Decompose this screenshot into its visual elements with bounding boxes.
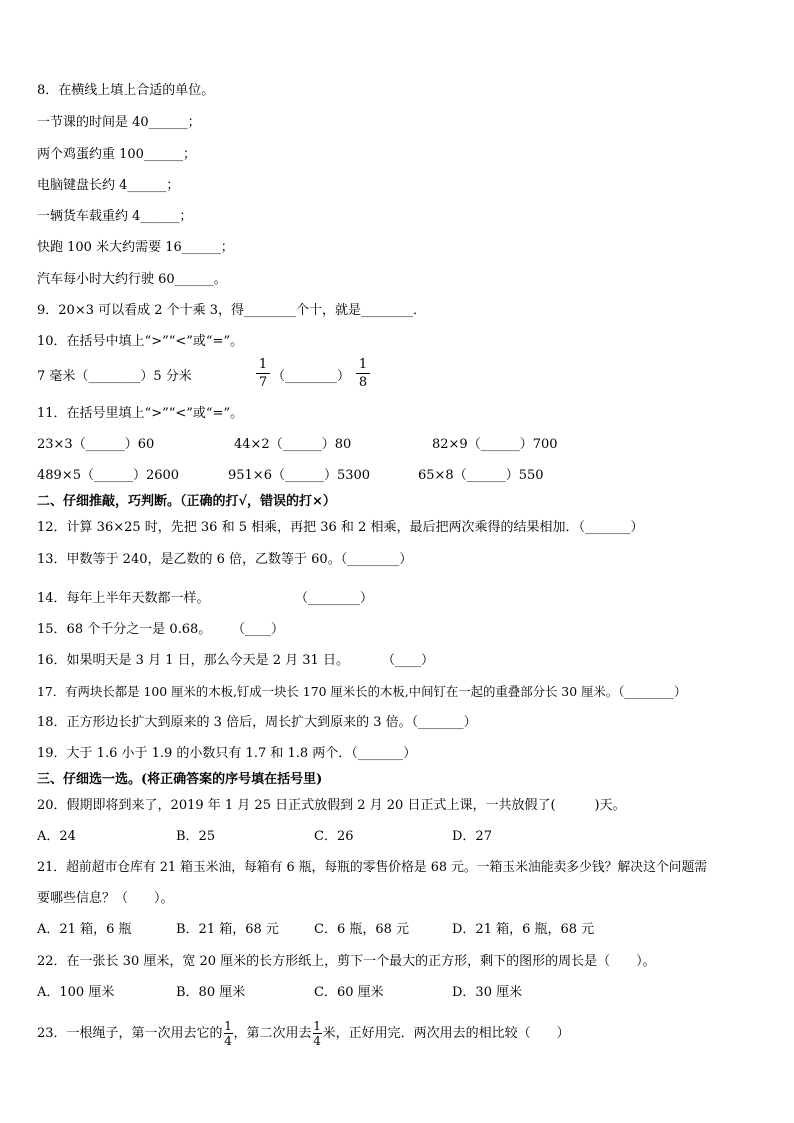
q21-option: A．21 箱，6 瓶 [37, 922, 132, 937]
q10-paren: （________） [272, 369, 351, 384]
q20-option: D．27 [452, 829, 492, 844]
q11-title: 11．在括号里填上“>”“<”或“=”。 [37, 406, 244, 421]
section-heading: 三、仔细选一选。(将正确答案的序号填在括号里) [37, 772, 323, 787]
q20-text: 20．假期即将到来了，2019 年 1 月 25 日正式放假到 2 月 20 日正式上课，一共放假了( )天。 [37, 798, 626, 813]
q23-fraction-1: $\frac{1}{4}$ [224, 1019, 232, 1048]
q21-text: 21．超前超市仓库有 21 箱玉米油，每箱有 6 瓶，每瓶的零售价格是 68 元。一箱玉米油能卖多少钱？解决这个问题需 [37, 860, 708, 875]
q21-text: 要哪些信息？（ ）。 [37, 891, 174, 906]
q11-item: 82×9（______）700 [432, 437, 558, 452]
q22-option: D．30 厘米 [452, 985, 523, 1000]
q8-line: 两个鸡蛋约重 100______； [37, 147, 196, 162]
q20-option: A．24 [37, 829, 76, 844]
q10-left: 7 毫米（________）5 分米 [37, 369, 192, 384]
q22-option: C．60 厘米 [314, 985, 384, 1000]
q12-text: 12．计算 36×25 时，先把 36 和 5 相乘，再把 36 和 2 相乘，最后把两次乘得的结果相加．（_______） [37, 520, 644, 535]
q22-option: B．80 厘米 [176, 985, 246, 1000]
q22-text: 22．在一张长 30 厘米，宽 20 厘米的长方形纸上，剪下一个最大的正方形，剩下的图形的周长是（ ）。 [37, 954, 656, 969]
q23-part: 米，正好用完．两次用去的相比较（ ） [322, 1026, 570, 1041]
q10-fraction-a: 1 7 [256, 357, 270, 390]
q8-line: 一节课的时间是 40______； [37, 115, 201, 130]
q10-title: 10．在括号中填上“>”“<”或“=”。 [37, 334, 244, 349]
q10-fraction-b: 1 8 [356, 357, 370, 390]
q11-item: 44×2（______）80 [234, 437, 352, 452]
q22-option: A．100 厘米 [37, 985, 115, 1000]
q16-paren: （____） [382, 653, 435, 668]
q9-text: 9．20×3 可以看成 2 个十乘 3，得________个十，就是________． [37, 303, 427, 318]
q11-item: 951×6（______）5300 [228, 468, 371, 483]
q14-paren: （________） [295, 591, 374, 606]
q8-title: 8．在横线上填上合适的单位。 [37, 83, 215, 98]
q23-text [37, 1020, 570, 1047]
q19-text: 19．大于 1.6 小于 1.9 的小数只有 1.7 和 1.8 两个．（_______） [37, 746, 417, 761]
q21-option: D．21 箱，6 瓶，68 元 [452, 922, 595, 937]
q20-option: B．25 [176, 829, 216, 844]
q15-paren: （____） [232, 622, 285, 637]
q23-part: ，第二次用去 [233, 1026, 312, 1041]
q11-item: 65×8（______）550 [418, 468, 544, 483]
q21-option: C．6 瓶，68 元 [314, 922, 410, 937]
section-heading: 二、仔细推敲，巧判断。（正确的打√，错误的打×） [37, 494, 336, 509]
q8-line: 电脑键盘长约 4______； [37, 178, 180, 193]
q8-line: 一辆货车载重约 4______； [37, 209, 193, 224]
q21-option: B．21 箱，68 元 [176, 922, 279, 937]
q20-option: C．26 [314, 829, 354, 844]
q11-item: 23×3（______）60 [37, 437, 155, 452]
q8-line: 汽车每小时大约行驶 60______。 [37, 272, 227, 287]
q14-text: 14．每年上半年天数都一样。 [37, 591, 210, 606]
q16-text: 16．如果明天是 3 月 1 日，那么今天是 2 月 31 日。 [37, 653, 349, 668]
q23-fraction-2: $\frac{1}{4}$ [313, 1019, 321, 1048]
q17-text: 17．有两块长都是 100 厘米的木板,钉成一块长 170 厘米长的木板,中间钉在一起的重叠部分长 30 厘米。（________） [37, 684, 687, 699]
q23-part: 23．一根绳子，第一次用去它的 [37, 1026, 223, 1041]
q18-text: 18．正方形边长扩大到原来的 3 倍后，周长扩大到原来的 3 倍。（_______） [37, 715, 477, 730]
q15-text: 15．68 个千分之一是 0.68。 [37, 622, 212, 637]
q8-line: 快跑 100 米大约需要 16______； [37, 240, 234, 255]
q11-item: 489×5（______）2600 [37, 468, 180, 483]
q13-text: 13．甲数等于 240，是乙数的 6 倍，乙数等于 60。（________） [37, 552, 413, 567]
